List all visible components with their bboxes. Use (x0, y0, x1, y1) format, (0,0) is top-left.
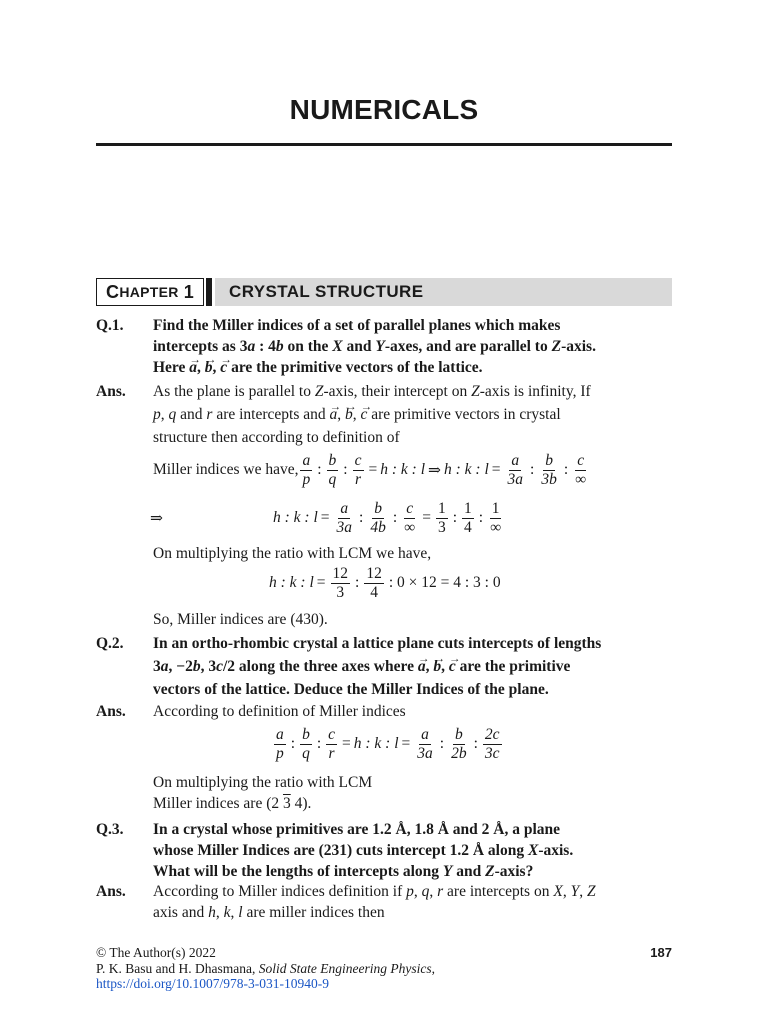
question-text: In an ortho-rhombic crystal a lattice plane cuts intercepts of lengths 3a, −2b, 3c/2 along the three axes where → a, → b, → c are the primitive vectors of the lattice. Deduce the Miller Indices of the plane. (153, 633, 672, 700)
page-title: NUMERICALS (289, 94, 479, 125)
doi-link[interactable]: https://doi.org/10.1007/978-3-031-10940-9 (96, 976, 329, 991)
question-1 (96, 315, 672, 378)
page-number: 187 (650, 945, 672, 960)
vector-a: → a (189, 357, 197, 378)
chapter-label: C HAPTER 1 (96, 278, 204, 306)
copyright: © The Author(s) 2022 (96, 945, 216, 960)
equation-3: h : k : l = $\frac{12}{3}$ : 12 4 : 0 × 12 = 4 : 3 : 0 (269, 564, 501, 601)
answer-2: Ans. According to definition of Miller indices (96, 703, 406, 720)
answer-1 (96, 381, 672, 451)
answer-3 (96, 881, 672, 923)
answer-label: Ans. (96, 703, 126, 720)
chapter-header (96, 278, 672, 306)
answer-label: Ans. (96, 383, 126, 400)
page-footer (96, 945, 672, 992)
answer-1-mult: On multiplying the ratio with LCM we have, (153, 545, 432, 562)
equation-4: a p : b q : $\frac{c}{r}$ = h : k : l = $\frac{a}{3a}$ : b 2b : 2c 3c (276, 725, 500, 762)
question-label: Q.3. (96, 821, 124, 838)
question-text: In a crystal whose primitives are 1.2 Å, 1.8 Å and 2 Å, a plane whose Miller Indices are (231) cuts intercept 1.2 Å along X-axis. What will be the lengths of intercepts along Y and Z-axis? (153, 821, 574, 880)
vector-c: → c (220, 357, 227, 378)
chapter-separator (206, 278, 212, 306)
answer-2-result: On multiplying the ratio with LCM Miller indices are (2 3 4). (153, 774, 373, 812)
vector-b: → b (205, 357, 213, 378)
question-label: Q.1. (96, 317, 124, 334)
answer-label: Ans. (96, 883, 126, 900)
answer-1-result: So, Miller indices are (430). (153, 611, 328, 628)
equation-2-body: h : k : l = $\frac{a}{3a}$ : b 4b : c ∞ = $\frac{1}{3}$ : 1 4 : 1 ∞ (273, 499, 502, 536)
answer-text: As the plane is parallel to Z-axis, their intercept on Z-axis is infinity, If p, q and r are intercepts and → a, → b, → c are primitive vectors in crystal structure then according to definition of (153, 381, 672, 448)
question-3 (96, 819, 672, 882)
bar-three: 3 (282, 795, 291, 812)
chapter-number: 1 (183, 281, 195, 302)
implies-symbol: ⇒ (150, 509, 163, 527)
question-text: Find the Miller indices of a set of parallel planes which makes intercepts as 3a : 4b on the X and Y-axes, and are parallel to Z-axis. Here → a, → b, → c are the primitive vectors of the lattice. (153, 315, 672, 378)
question-2 (96, 633, 672, 699)
citation: P. K. Basu and H. Dhasmana, Solid State Engineering Physics, (96, 960, 435, 976)
equation-1: Miller indices we have, a p : b q : $\frac{c}{r}$ = h : k : l ⇒ h : k : l = $\frac{a}{3a}$ : b 3b : c ∞ (153, 451, 587, 488)
answer-text: According to Miller indices definition if p, q, r are intercepts on X, Y, Z axis and h, k, l are miller indices then (153, 883, 596, 921)
equation-2 (150, 498, 163, 538)
title-rule (96, 143, 672, 146)
question-label: Q.2. (96, 635, 124, 652)
chapter-title: CRYSTAL STRUCTURE (215, 278, 672, 306)
